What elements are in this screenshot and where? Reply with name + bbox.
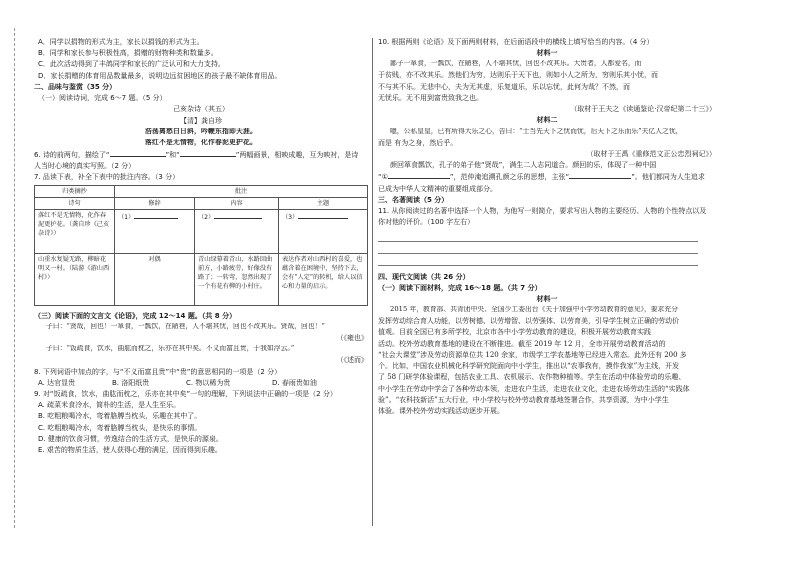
table-header-content: 内容	[195, 197, 279, 209]
material-2-source: （取材于王禹《重修范文正公忠烈祠记》）	[586, 149, 716, 158]
q9-option-a[interactable]: A. 疏菜米食冷水，简朴的生活，是人生至乐。	[38, 401, 181, 410]
q6-blank-2[interactable]	[180, 150, 236, 157]
answer-line-1[interactable]	[378, 230, 698, 242]
material-2-line-1: 噫，公私皇皇，已有所得大乐之心，告曰：“士当先天下之忧而忧，后天下之乐而乐”夫亿人之忧，	[390, 127, 683, 135]
poem-author: 【清】龚自珍	[180, 116, 222, 125]
question-6-cont: 人当时心境的真实写照。（2 分）	[34, 162, 136, 171]
q10-paragraph-line-2: “① ”，范仲淹追溯孔颜之乐的思想，主张“ ”。他们都同为人生追求	[378, 173, 705, 182]
material-1-title: 材料一	[536, 49, 558, 58]
poem-title: 己亥杂诗（其五）	[173, 105, 229, 114]
lunyu-source-1: （《雍也》	[336, 334, 368, 343]
table-row-2-theme: 表达作者对山西村的喜爱，也蕴含着在困境中，坚持下去，会有“人定”的转机，给人以信心和力量的启示。	[279, 253, 368, 305]
table-header-poem: 诗句	[35, 197, 115, 209]
table-row-1-content-blank[interactable]: （2）	[195, 209, 279, 253]
material-2-title: 材料二	[536, 116, 558, 125]
question-8-options	[34, 379, 368, 387]
q8-option-c[interactable]: C. 物以稀为贵	[186, 378, 231, 387]
right-column	[378, 38, 716, 418]
question-10: 10. 根据两则《论语》及下面两则材料，在后面语段中的横线上填写恰当的内容。（4 分）	[378, 38, 654, 46]
material-1-line-4: 无忧乐。无不用到富贵致我之也。	[378, 93, 483, 102]
answer-line-3[interactable]	[378, 254, 698, 266]
q10-blank-1[interactable]	[388, 172, 450, 179]
question-7: 7. 品读下表，补全下表中的批注内容。（3 分）	[34, 173, 180, 182]
subsection-4-heading: （一）阅读下面材料，完成 16～18 题。（共 7 分）	[378, 283, 542, 292]
poem-line-1: 浩荡离愁白日斜，吟鞭东指即天涯。	[145, 127, 257, 135]
column-divider	[372, 38, 373, 526]
poem-line-2: 落红不是无情物，化作春泥更护花。	[145, 138, 257, 146]
q6-blank-1[interactable]	[110, 150, 166, 157]
binding-dashed-line	[14, 28, 15, 528]
q5-option-d: D．家长捐赠的体育用品数量最多，说明边远贫困地区的孩子最不缺体育用品。	[38, 71, 282, 80]
lunyu-source-2: （《述而》	[336, 356, 368, 365]
body-line-3: 值观。目前全国已有多所学校，北京市各中小学劳动教育的建设，积极开展劳动教育实践	[378, 328, 651, 337]
subsection-3-heading: （三）阅读下面的文言文《论语》，完成 12～14 题。（共 8 分）	[34, 311, 237, 320]
q9-option-b[interactable]: B. 吃粗粮喝冷水，弯着胳膊当枕头，乐趣在其中了。	[38, 412, 202, 421]
material-1-line-3: 不与其不乐。无悲中心，夫为无其虚，乐复道乐，乐以忘忧，此何为哉？不然，而	[378, 82, 630, 91]
lunyu-passage-2: 子曰：“饭疏食，饮水，曲肱而枕之，乐亦在其中矣。不义而富且贵，于我如浮云。”	[46, 345, 295, 353]
table-header-group: 归类摘抄	[35, 185, 115, 197]
body-line-4: 活动。校外劳动教育基地的建设在不断推进。截至 2019 年 12 月，全市开展劳动教育活动的	[378, 339, 666, 348]
left-column	[34, 38, 368, 457]
answer-line-2[interactable]	[378, 242, 698, 254]
table-row-2-rhetoric: 对偶	[115, 253, 195, 305]
table-header-theme: 主题	[279, 197, 368, 209]
question-6: 6. 诗的前两句，描绘了“ ”和“ ”两幅画景，相映成趣，互为映衬，是诗	[34, 150, 359, 159]
q9-option-e[interactable]: E. 艰苦的物质生活，使人获得心理的满足，因而得到乐趣。	[38, 446, 222, 455]
q9-option-d[interactable]: D. 健康的饮食习惯，劳逸结合的生活方式，是快乐的源泉。	[38, 434, 223, 443]
body-line-1: 2015 年，教育部、共青团中央、全国少工委出台《关于加强中小学劳动教育的意见》，要求充分	[390, 306, 678, 314]
lunyu-passage-1: 子曰：“贤哉，回也！一箪食，一瓢饮，在陋巷，人不堪其忧，回也不改其乐。贤哉，回也！”	[46, 323, 325, 331]
body-line-6: 个。比如，中国农业机械化科学研究院面向中小学生，推出以“农事我有，摸作我家”为主线，开发	[378, 362, 680, 371]
table-header-rhetoric: 修辞	[115, 197, 195, 209]
section-2-heading: 二、品味与鉴赏（35 分）	[34, 82, 117, 91]
body-line-8: 中小学生在劳动中学会了各种劳动本领，走进农户生活，走进农业文化，走进农场劳动生活的“实践体	[378, 384, 690, 393]
body-line-2: 发挥劳动综合育人功能，以劳树德、以劳增智、以劳强体、以劳育美，引导学生树立正确的劳动价	[378, 317, 679, 326]
body-line-5: “社会大课堂”涉及劳动资源单位共 120 余家，市级学工学农基地等已经进入常态。此外还有 200 多	[378, 350, 687, 359]
material-1b-title: 材料一	[536, 294, 558, 303]
q5-option-c: C．此次活动得到了丰鸽同学和家长的广泛认可和大力支持。	[38, 60, 225, 69]
q8-option-d[interactable]: D. 春雨贵如油	[272, 378, 317, 387]
q5-option-b: B．同学和家长参与积极性高，捐赠的财物种类和数量多。	[38, 49, 218, 58]
question-11: 11. 从你阅读过的名著中选择一个人物，为他写一则简介，要求写出人物的主要经历、人物的个性特点以及	[378, 207, 707, 216]
question-8: 8. 下列词语中加点的字，与“不义而富且贵”中“贵”的意思相同的一项是（2 分）	[34, 367, 282, 376]
subsection-1-heading: （一）阅读诗词，完成 6～7 题。（5 分）	[38, 94, 167, 103]
material-2-line-2: 而是 有为之身，然后乎。	[378, 138, 458, 147]
table-row-1-poem: 落红不是无情物，化作春泥更护花。（龚自珍《己亥杂诗》）	[35, 209, 115, 253]
material-1-source: （取材于王夫之《读通鉴论·汉帝纪第二十三》）	[570, 105, 716, 114]
section-3-heading: 三、名著阅读（5 分）	[378, 195, 449, 204]
q8-option-a[interactable]: A. 达官显贵	[38, 378, 76, 387]
table-row-1-theme-blank[interactable]: （3）	[279, 209, 368, 253]
table-row-1-rhetoric-blank[interactable]: （1）	[115, 209, 195, 253]
table-header-annotation: 批注	[115, 185, 368, 197]
q9-option-c[interactable]: C. 吃粗粮喝冷水，弯着胳膊当枕头，是快乐的事情。	[38, 423, 202, 432]
table-row-2-content: 青山绿幕着青山，水路回曲前方，小路疲劳，好像没有路了；一转弯，忽然出现了一个有花有柳的小村庄。	[195, 253, 279, 305]
section-4-heading: 四、现代文阅读（共 26 分）	[378, 272, 470, 281]
annotation-table	[34, 185, 368, 306]
table-row-2-poem: 山重水复疑无路，柳暗花明又一村。（陆游《游山西村》）	[35, 253, 115, 305]
body-line-10: 体验。课外校外劳动实践活动逐步开展。	[378, 407, 504, 416]
material-1-line-1: 鄙子一箪食，一瓢饮，在陋巷，人不堪其忧，回也不改其乐。大贵者，人都爱名，而	[390, 60, 642, 68]
material-1-line-2: 于贫贱，亦不改其乐。然他们为穷，达则乐于天下也，则如小人之所为，穷则乐其小忧，而	[378, 71, 658, 80]
question-11-cont: 你对他的评价。（100 字左右）	[378, 218, 475, 227]
q5-option-a: A．同学以捐物的形式为主，家长以捐钱的形式为主。	[38, 38, 204, 46]
body-line-7: 了 58 门研学体验课程，包括农业工具、农机展示、农作物种植等。学生在活动中体验劳动的乐趣、	[378, 373, 686, 382]
q10-blank-2[interactable]	[569, 172, 631, 179]
q10-paragraph-line-3: 已成为中华人文精神的重要组成部分。	[378, 184, 497, 193]
body-line-9: 验”。“农科技新活”五大行业，中小学校与校外劳动教育基地签署合作，共享资源，为中小学生	[378, 395, 669, 404]
question-9: 9. 对“饭疏食，饮水，曲肱而枕之，乐亦在其中矣”一句的理解，下列说法中正确的一项是（2 分）	[34, 390, 337, 398]
q10-paragraph-line-1: 颜回箪食瓢饮，孔子的弟子他“贤哉”，满生二人志同道合。颜回的乐，体现了一种中国	[390, 161, 657, 170]
q8-option-b[interactable]: B. 洛阳纸贵	[112, 378, 150, 387]
